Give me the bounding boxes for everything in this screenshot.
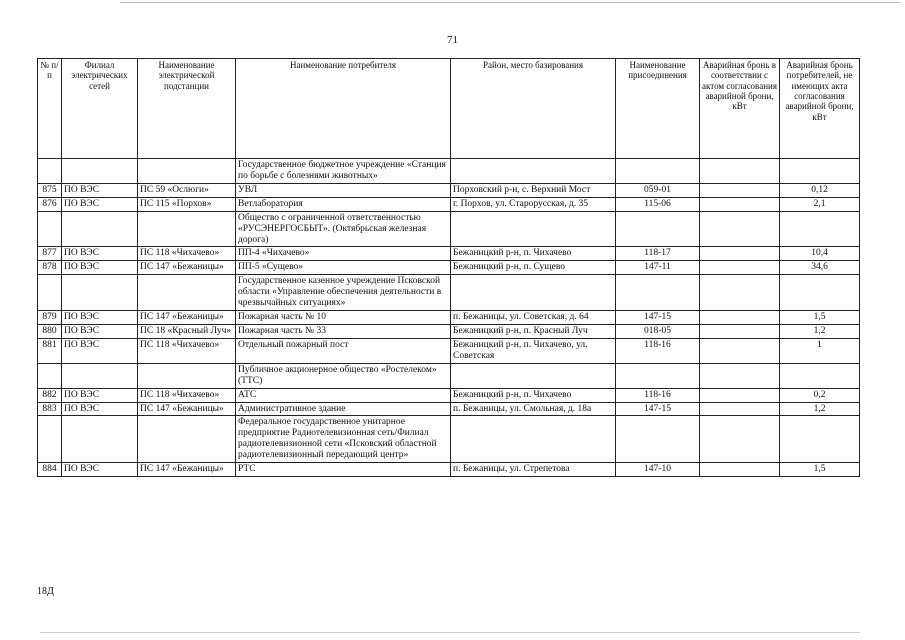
cell-substation: ПС 147 «Бежаницы» — [138, 402, 236, 416]
cell-reserve-with-act — [700, 338, 780, 363]
cell-number: 882 — [38, 388, 62, 402]
cell-substation: ПС 118 «Чихачево» — [138, 247, 236, 261]
cell-reserve-with-act — [700, 159, 780, 184]
cell-connection — [616, 159, 700, 184]
cell-number — [38, 363, 62, 388]
cell-connection: 115-06 — [616, 197, 700, 211]
cell-number: 880 — [38, 324, 62, 338]
cell-consumer: Отдельный пожарный пост — [236, 338, 451, 363]
cell-filial: ПО ВЭС — [62, 183, 138, 197]
cell-district: Порховский р-н, с. Верхний Мост — [451, 183, 616, 197]
table-row — [38, 388, 860, 402]
cell-reserve-without-act: 1,5 — [780, 463, 860, 477]
cell-connection: 147-15 — [616, 402, 700, 416]
cell-number — [38, 211, 62, 247]
cell-reserve-without-act: 2,1 — [780, 197, 860, 211]
cell-connection: 118-17 — [616, 247, 700, 261]
col-header-reserve-with-act: Аварийная бронь в соответствии с актом согласования аварийной брони, кВт — [700, 59, 780, 159]
cell-reserve-with-act — [700, 261, 780, 275]
cell-substation — [138, 363, 236, 388]
organization-row — [38, 275, 860, 311]
cell-substation: ПС 147 «Бежаницы» — [138, 463, 236, 477]
col-header-reserve-without-act: Аварийная бронь потребителей, не имеющих акта согласования аварийной брони, кВт — [780, 59, 860, 159]
cell-consumer: Ветлаборатория — [236, 197, 451, 211]
cell-district: Бежаницкий р-н, п. Красный Луч — [451, 324, 616, 338]
cell-reserve-with-act — [700, 211, 780, 247]
cell-number: 883 — [38, 402, 62, 416]
cell-number: 879 — [38, 311, 62, 325]
cell-consumer: Публичное акционерное общество «Ростелеком» (ТТС) — [236, 363, 451, 388]
cell-substation: ПС 147 «Бежаницы» — [138, 261, 236, 275]
cell-reserve-with-act — [700, 463, 780, 477]
cell-district: Бежаницкий р-н, п. Чихачево — [451, 388, 616, 402]
cell-number: 875 — [38, 183, 62, 197]
cell-district: г. Порхов, ул. Старорусская, д. 35 — [451, 197, 616, 211]
cell-number — [38, 159, 62, 184]
cell-reserve-with-act — [700, 388, 780, 402]
col-header-district: Район, место базирования — [451, 59, 616, 159]
cell-reserve-without-act — [780, 416, 860, 463]
header-row — [38, 59, 860, 159]
cell-filial — [62, 416, 138, 463]
cell-substation — [138, 211, 236, 247]
cell-reserve-without-act: 10,4 — [780, 247, 860, 261]
cell-reserve-with-act — [700, 247, 780, 261]
cell-filial — [62, 363, 138, 388]
cell-connection: 147-15 — [616, 311, 700, 325]
cell-district: п. Бежаницы, ул. Смольная, д. 18а — [451, 402, 616, 416]
cell-number — [38, 416, 62, 463]
cell-district: Бежаницкий р-н, п. Чихачево, ул. Советская — [451, 338, 616, 363]
cell-connection — [616, 211, 700, 247]
cell-reserve-with-act — [700, 197, 780, 211]
cell-consumer: АТС — [236, 388, 451, 402]
cell-reserve-without-act: 1 — [780, 338, 860, 363]
cell-reserve-with-act — [700, 363, 780, 388]
cell-connection: 018-05 — [616, 324, 700, 338]
cell-reserve-without-act: 34,6 — [780, 261, 860, 275]
cell-district: Бежаницкий р-н, п. Чихачево — [451, 247, 616, 261]
cell-connection: 147-10 — [616, 463, 700, 477]
cell-consumer: Общество с ограниченной ответственностью «РУСЭНЕРГОСБЫТ». (Октябрьская железная дорога) — [236, 211, 451, 247]
cell-district — [451, 363, 616, 388]
cell-consumer: Государственное бюджетное учреждение «Станция по борьбе с болезнями животных» — [236, 159, 451, 184]
col-header-n: № п/п — [38, 59, 62, 159]
table-row — [38, 463, 860, 477]
cell-substation: ПС 59 «Ослюги» — [138, 183, 236, 197]
cell-consumer: Административное здание — [236, 402, 451, 416]
scan-edge-top — [120, 2, 900, 3]
cell-reserve-with-act — [700, 275, 780, 311]
cell-connection: 118-16 — [616, 338, 700, 363]
cell-reserve-with-act — [700, 416, 780, 463]
cell-filial: ПО ВЭС — [62, 338, 138, 363]
cell-consumer: Федеральное государственное унитарное предприятие Радиотелевизионная сеть/Филиал радиотелевизионной сети «Псковский областной радиотелевизионный передающий центр» — [236, 416, 451, 463]
cell-connection: 147-11 — [616, 261, 700, 275]
cell-number: 878 — [38, 261, 62, 275]
cell-filial: ПО ВЭС — [62, 402, 138, 416]
cell-consumer: ПП-4 «Чихачево» — [236, 247, 451, 261]
cell-district: п. Бежаницы, ул. Стрепетова — [451, 463, 616, 477]
cell-reserve-with-act — [700, 311, 780, 325]
cell-substation: ПС 118 «Чихачево» — [138, 338, 236, 363]
cell-reserve-without-act: 0,12 — [780, 183, 860, 197]
organization-row — [38, 159, 860, 184]
cell-substation: ПС 18 «Красный Луч» — [138, 324, 236, 338]
cell-consumer: Пожарная часть № 33 — [236, 324, 451, 338]
cell-reserve-without-act — [780, 211, 860, 247]
cell-connection: 118-16 — [616, 388, 700, 402]
col-header-filial: Филиал электрических сетей — [62, 59, 138, 159]
table-row — [38, 261, 860, 275]
cell-substation — [138, 275, 236, 311]
cell-number — [38, 275, 62, 311]
cell-district — [451, 211, 616, 247]
scan-edge-bottom — [40, 632, 860, 633]
organization-row — [38, 363, 860, 388]
cell-filial: ПО ВЭС — [62, 311, 138, 325]
organization-row — [38, 211, 860, 247]
organization-row — [38, 416, 860, 463]
cell-connection: 059-01 — [616, 183, 700, 197]
cell-substation: ПС 115 «Порхов» — [138, 197, 236, 211]
cell-reserve-without-act: 1,2 — [780, 402, 860, 416]
col-header-connection: Наименование присоединения — [616, 59, 700, 159]
cell-filial: ПО ВЭС — [62, 197, 138, 211]
cell-district — [451, 416, 616, 463]
cell-filial: ПО ВЭС — [62, 324, 138, 338]
cell-reserve-without-act — [780, 363, 860, 388]
cell-consumer: Государственное казенное учреждение Псковской области «Управление обеспечения деятельности в чрезвычайных ситуациях» — [236, 275, 451, 311]
cell-number: 884 — [38, 463, 62, 477]
cell-connection — [616, 275, 700, 311]
table-row — [38, 338, 860, 363]
cell-reserve-without-act: 1,5 — [780, 311, 860, 325]
cell-consumer: Пожарная часть № 10 — [236, 311, 451, 325]
cell-consumer: УВЛ — [236, 183, 451, 197]
table-row — [38, 247, 860, 261]
cell-reserve-without-act: 0,2 — [780, 388, 860, 402]
col-header-consumer: Наименование потребителя — [236, 59, 451, 159]
cell-filial — [62, 159, 138, 184]
cell-filial: ПО ВЭС — [62, 261, 138, 275]
cell-number: 876 — [38, 197, 62, 211]
cell-filial: ПО ВЭС — [62, 463, 138, 477]
cell-filial: ПО ВЭС — [62, 388, 138, 402]
cell-consumer: ПП-5 «Сущево» — [236, 261, 451, 275]
table-row — [38, 183, 860, 197]
table-row — [38, 197, 860, 211]
col-header-substation: Наименование электрической подстанции — [138, 59, 236, 159]
table-row — [38, 324, 860, 338]
page-number: 71 — [447, 34, 458, 46]
cell-reserve-with-act — [700, 402, 780, 416]
cell-substation — [138, 159, 236, 184]
cell-number: 877 — [38, 247, 62, 261]
cell-filial: ПО ВЭС — [62, 247, 138, 261]
cell-number: 881 — [38, 338, 62, 363]
table-row — [38, 311, 860, 325]
cell-district — [451, 159, 616, 184]
reserve-table — [37, 58, 860, 477]
cell-filial — [62, 211, 138, 247]
table-row — [38, 402, 860, 416]
cell-consumer: РТС — [236, 463, 451, 477]
cell-reserve-with-act — [700, 183, 780, 197]
cell-reserve-without-act: 1,2 — [780, 324, 860, 338]
cell-connection — [616, 363, 700, 388]
cell-district: п. Бежаницы, ул. Советская, д. 64 — [451, 311, 616, 325]
cell-substation: ПС 118 «Чихачево» — [138, 388, 236, 402]
footer-code: 18Д — [37, 586, 54, 597]
cell-connection — [616, 416, 700, 463]
cell-district: Бежаницкий р-н, п. Сущево — [451, 261, 616, 275]
cell-filial — [62, 275, 138, 311]
cell-district — [451, 275, 616, 311]
cell-substation — [138, 416, 236, 463]
cell-reserve-without-act — [780, 159, 860, 184]
cell-substation: ПС 147 «Бежаницы» — [138, 311, 236, 325]
cell-reserve-with-act — [700, 324, 780, 338]
cell-reserve-without-act — [780, 275, 860, 311]
